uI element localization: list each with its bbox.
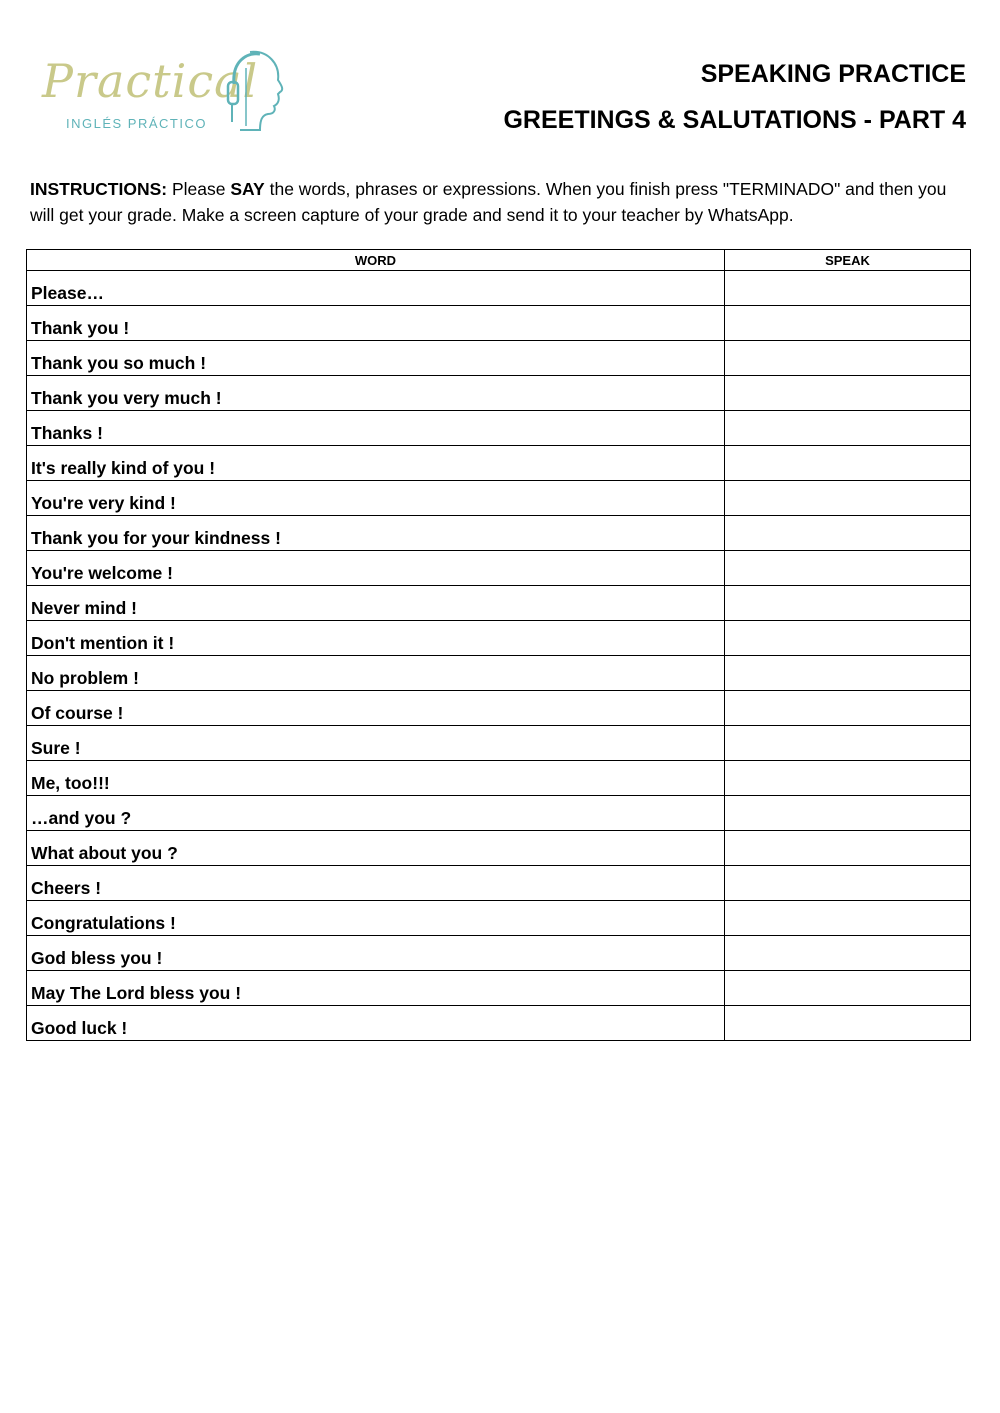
column-header-word: WORD bbox=[27, 250, 725, 271]
table-row bbox=[27, 376, 971, 411]
word-cell: Thank you for your kindness ! bbox=[27, 516, 725, 551]
table-row bbox=[27, 551, 971, 586]
table-row bbox=[27, 691, 971, 726]
speak-cell[interactable] bbox=[725, 481, 971, 516]
table-row bbox=[27, 306, 971, 341]
table-header-row bbox=[27, 250, 971, 271]
table-row bbox=[27, 271, 971, 306]
word-cell: Good luck ! bbox=[27, 1006, 725, 1041]
instructions-text-1: Please bbox=[171, 179, 226, 199]
table-row bbox=[27, 1006, 971, 1041]
speak-cell[interactable] bbox=[725, 586, 971, 621]
logo bbox=[42, 48, 292, 138]
table-row bbox=[27, 341, 971, 376]
word-cell: God bless you ! bbox=[27, 936, 725, 971]
speak-cell[interactable] bbox=[725, 621, 971, 656]
table-row bbox=[27, 516, 971, 551]
head-headphones-icon bbox=[220, 48, 290, 136]
speak-cell[interactable] bbox=[725, 796, 971, 831]
table-row bbox=[27, 621, 971, 656]
word-cell: You're very kind ! bbox=[27, 481, 725, 516]
word-cell: Congratulations ! bbox=[27, 901, 725, 936]
table-row bbox=[27, 936, 971, 971]
instructions-label: INSTRUCTIONS: bbox=[30, 179, 168, 199]
speak-cell[interactable] bbox=[725, 341, 971, 376]
speak-cell[interactable] bbox=[725, 376, 971, 411]
instructions-emphasis: SAY bbox=[230, 179, 265, 199]
speak-cell[interactable] bbox=[725, 971, 971, 1006]
instructions-text-2: the words, phrases or expressions. When you finish press "TERMINADO" and then you will get your grade. Make a screen capture of your grade and send it to your teacher by WhatsApp. bbox=[30, 179, 947, 225]
table-row bbox=[27, 761, 971, 796]
logo-subtitle: INGLÉS PRÁCTICO bbox=[66, 116, 207, 131]
word-cell: You're welcome ! bbox=[27, 551, 725, 586]
table-row bbox=[27, 901, 971, 936]
speak-cell[interactable] bbox=[725, 516, 971, 551]
page-title: SPEAKING PRACTICE bbox=[700, 60, 966, 88]
speak-cell[interactable] bbox=[725, 411, 971, 446]
speak-cell[interactable] bbox=[725, 936, 971, 971]
speak-cell[interactable] bbox=[725, 446, 971, 481]
speak-cell[interactable] bbox=[725, 306, 971, 341]
word-cell: It's really kind of you ! bbox=[27, 446, 725, 481]
word-cell: Thank you so much ! bbox=[27, 341, 725, 376]
word-cell: Thanks ! bbox=[27, 411, 725, 446]
word-cell: What about you ? bbox=[27, 831, 725, 866]
table-row bbox=[27, 446, 971, 481]
logo-script-text: Practical bbox=[42, 54, 259, 108]
word-cell: Sure ! bbox=[27, 726, 725, 761]
phrases-table bbox=[26, 249, 971, 1041]
word-cell: Me, too!!! bbox=[27, 761, 725, 796]
speak-cell[interactable] bbox=[725, 761, 971, 796]
word-cell: No problem ! bbox=[27, 656, 725, 691]
word-cell: Of course ! bbox=[27, 691, 725, 726]
table-row bbox=[27, 971, 971, 1006]
table-row bbox=[27, 411, 971, 446]
table-row bbox=[27, 831, 971, 866]
table-row bbox=[27, 866, 971, 901]
word-cell: Don't mention it ! bbox=[27, 621, 725, 656]
speak-cell[interactable] bbox=[725, 866, 971, 901]
table-row bbox=[27, 656, 971, 691]
word-cell: Never mind ! bbox=[27, 586, 725, 621]
word-cell: …and you ? bbox=[27, 796, 725, 831]
speak-cell[interactable] bbox=[725, 271, 971, 306]
speak-cell[interactable] bbox=[725, 551, 971, 586]
table-row bbox=[27, 726, 971, 761]
table-row bbox=[27, 796, 971, 831]
page-subtitle: GREETINGS & SALUTATIONS - PART 4 bbox=[503, 106, 966, 134]
table-row bbox=[27, 586, 971, 621]
speak-cell[interactable] bbox=[725, 1006, 971, 1041]
table-row bbox=[27, 481, 971, 516]
word-cell: Please… bbox=[27, 271, 725, 306]
speak-cell[interactable] bbox=[725, 656, 971, 691]
instructions bbox=[30, 176, 970, 228]
speak-cell[interactable] bbox=[725, 831, 971, 866]
word-cell: May The Lord bless you ! bbox=[27, 971, 725, 1006]
column-header-speak: SPEAK bbox=[725, 250, 971, 271]
speak-cell[interactable] bbox=[725, 901, 971, 936]
speak-cell[interactable] bbox=[725, 726, 971, 761]
word-cell: Thank you ! bbox=[27, 306, 725, 341]
word-cell: Thank you very much ! bbox=[27, 376, 725, 411]
word-cell: Cheers ! bbox=[27, 866, 725, 901]
speak-cell[interactable] bbox=[725, 691, 971, 726]
